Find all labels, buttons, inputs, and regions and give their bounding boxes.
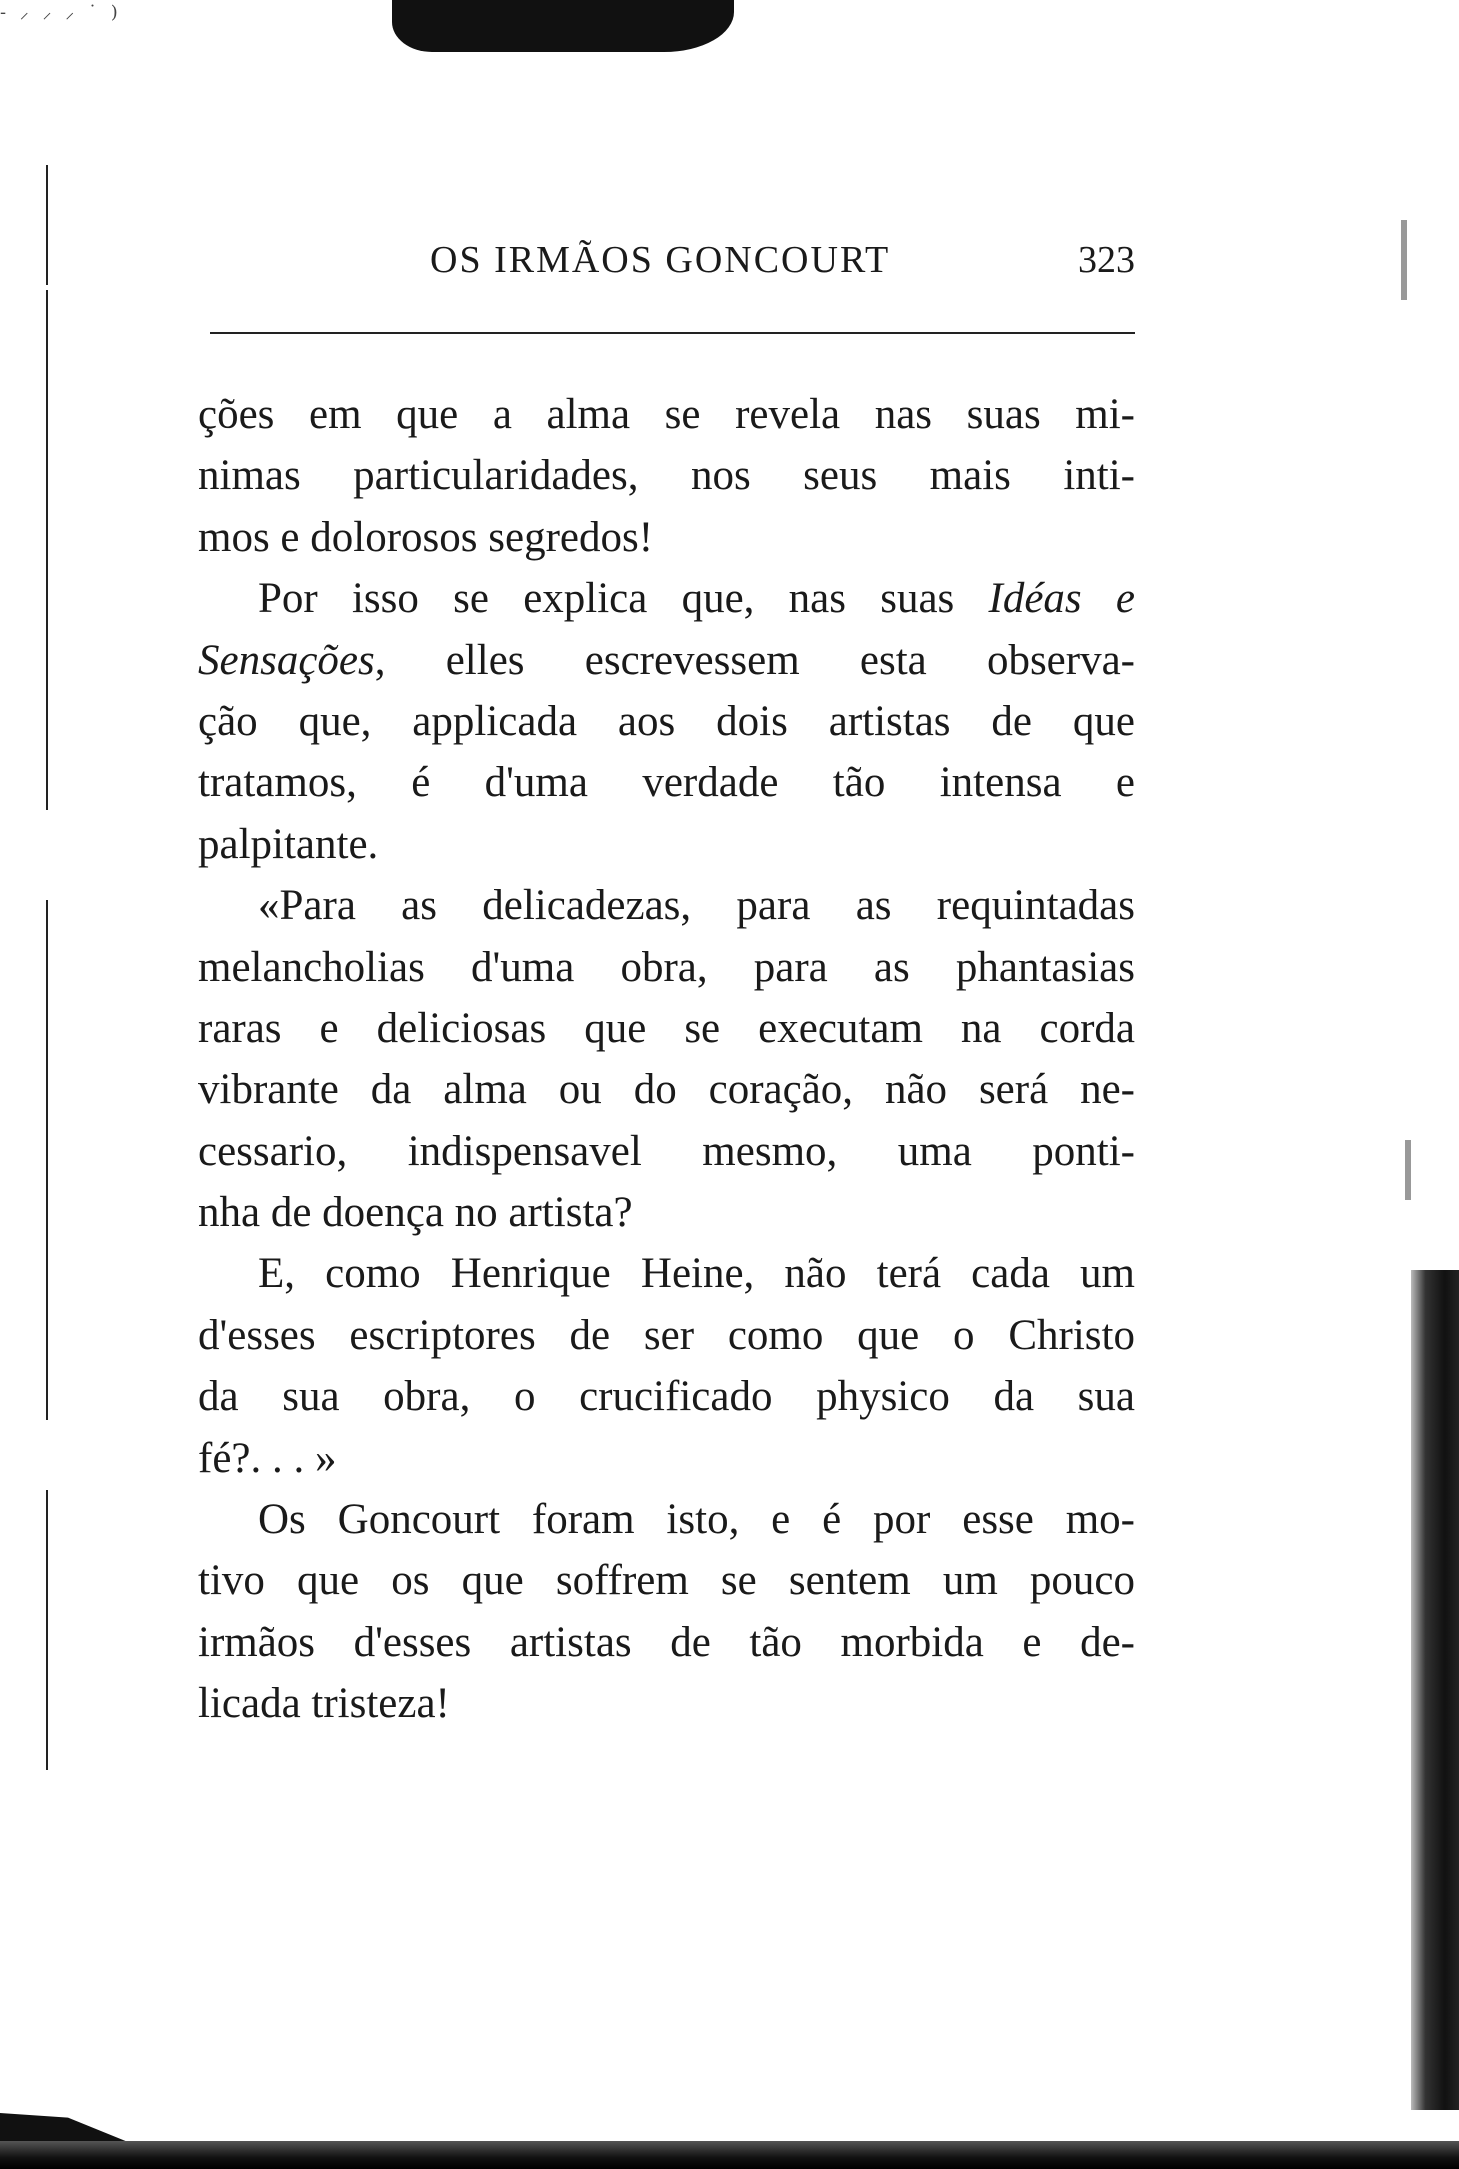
text-line: melancholias d'uma obra, para as phantasias [198, 943, 1135, 991]
header-rule [210, 332, 1135, 334]
text-line: irmãos d'esses artistas de tão morbida e de- [198, 1618, 1135, 1666]
text-run: Por isso se explica que, nas suas [258, 575, 989, 623]
text-line: licada tristeza! [198, 1680, 450, 1728]
text-line [198, 630, 1135, 691]
text-line: da sua obra, o crucificado physico da sua [198, 1373, 1135, 1421]
scan-right-mark [1401, 220, 1407, 300]
text-line [198, 568, 1135, 629]
running-title: OS IRMÃOS GONCOURT [430, 239, 891, 281]
text-line: ções em que a alma se revela nas suas mi- [198, 391, 1135, 438]
scan-corner-marks: - ⸝ ⸝ ⸝ ˙ ) [0, 2, 122, 23]
text-line: nha de doença no artista? [198, 1189, 633, 1237]
text-line: palpitante. [198, 820, 379, 868]
text-run: , elles escrevessem esta observa- [374, 636, 1135, 684]
scan-left-edge-line [46, 165, 48, 285]
scan-ink-blot [392, 0, 734, 52]
text-line: «Para as delicadezas, para as requintadas [258, 882, 1135, 930]
scan-bottom-dark-edge [0, 2141, 1459, 2169]
page-number: 323 [1078, 239, 1135, 281]
running-head [210, 238, 1135, 290]
scan-left-edge-line [46, 290, 48, 810]
text-line: d'esses escriptores de ser como que o Christo [198, 1311, 1135, 1359]
text-line: ção que, applicada aos dois artistas de que [198, 697, 1135, 745]
scan-left-edge-line [46, 900, 48, 1420]
book-title-italic: Idéas e [988, 575, 1135, 623]
text-line: fé?. . . » [198, 1434, 337, 1482]
text-line: tivo que os que soffrem se sentem um pouco [198, 1557, 1135, 1605]
book-title-italic: Sensações [198, 636, 375, 684]
scan-right-mark [1405, 1140, 1411, 1200]
text-line: E, como Henrique Heine, não terá cada um [258, 1250, 1135, 1298]
scan-left-edge-line [46, 1490, 48, 1770]
text-line: raras e deliciosas que se executam na corda [198, 1004, 1135, 1052]
scan-right-dark-edge [1411, 1270, 1459, 2110]
text-line: Os Goncourt foram isto, e é por esse mo- [258, 1496, 1135, 1544]
text-line: nimas particularidades, nos seus mais inti- [198, 452, 1135, 500]
text-line: vibrante da alma ou do coração, não será ne- [198, 1066, 1135, 1114]
text-line: mos e dolorosos segredos! [198, 513, 654, 561]
text-line: cessario, indispensavel mesmo, uma ponti- [198, 1127, 1135, 1175]
body-text [198, 384, 1135, 1735]
text-line: tratamos, é d'uma verdade tão intensa e [198, 759, 1135, 807]
